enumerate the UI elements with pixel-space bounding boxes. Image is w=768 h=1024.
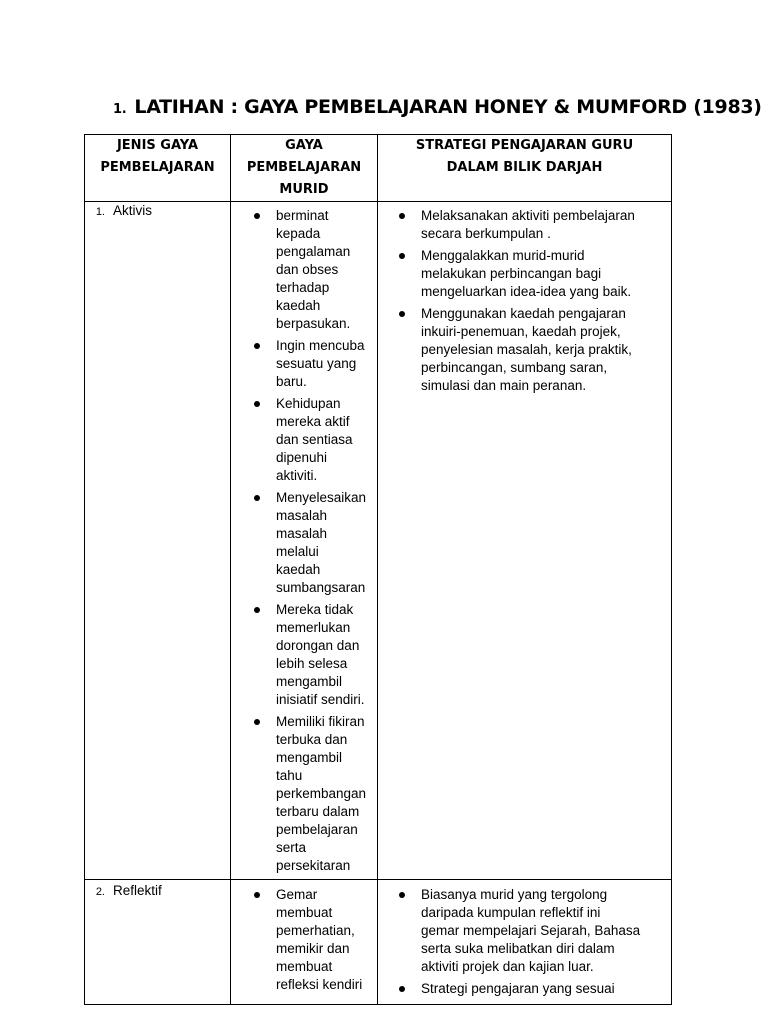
- text-line: dipenuhi: [276, 450, 328, 465]
- text-line: berminat: [276, 208, 329, 223]
- row-label-aktivis: [85, 203, 152, 218]
- text-line: refleksi kendiri: [276, 977, 363, 992]
- text-line: membuat: [276, 905, 333, 920]
- row-label-reflektif: [85, 883, 162, 898]
- text-line: Strategi pengajaran yang sesuai: [421, 981, 615, 996]
- table-header-divider: [84, 201, 672, 202]
- text-line: masalah: [276, 508, 328, 523]
- header-line: GAYA: [285, 138, 323, 153]
- text-line: membuat: [276, 959, 333, 974]
- text-line: berpasukan.: [276, 316, 351, 331]
- table-row-divider: [84, 879, 672, 880]
- text-line: dorongan dan: [276, 638, 360, 653]
- text-line: kaedah: [276, 298, 321, 313]
- text-line: inisiatif sendiri.: [276, 692, 365, 707]
- text-line: melalui: [276, 544, 319, 559]
- title-number: 1.: [113, 102, 127, 117]
- text-line: daripada kumpulan reflektif ini: [421, 905, 601, 920]
- text-line: perkembangan: [276, 786, 367, 801]
- text-line: Ingin mencuba: [276, 338, 365, 353]
- text-line: secara berkumpulan .: [421, 226, 551, 241]
- list-item: [252, 395, 380, 485]
- row-number: 1.: [95, 206, 105, 218]
- reflektif-strategi-list: [397, 886, 672, 1002]
- header-gaya-murid: [231, 135, 377, 201]
- title-text: LATIHAN : GAYA PEMBELAJARAN HONEY & MUMFORD (1983): [134, 96, 762, 118]
- text-line: memikir dan: [276, 941, 350, 956]
- text-line: dan obses: [276, 262, 339, 277]
- text-line: Gemar: [276, 887, 318, 902]
- text-line: memerlukan: [276, 620, 351, 635]
- text-line: inkuiri-penemuan, kaedah projek,: [421, 324, 621, 339]
- row-label-text: Aktivis: [113, 203, 153, 218]
- text-line: Biasanya murid yang tergolong: [421, 887, 608, 902]
- header-line: JENIS GAYA: [116, 138, 199, 153]
- text-line: lebih selesa: [276, 656, 348, 671]
- text-line: sesuatu yang: [276, 356, 357, 371]
- reflektif-murid-list: [252, 886, 380, 998]
- text-line: serta: [276, 840, 307, 855]
- text-line: mengambil: [276, 750, 343, 765]
- text-line: terhadap: [276, 280, 330, 295]
- text-line: Mereka tidak: [276, 602, 354, 617]
- header-strategi: [378, 135, 671, 179]
- text-line: mengeluarkan idea-idea yang baik.: [421, 284, 632, 299]
- list-item: [252, 601, 380, 709]
- text-line: Menyelesaikan: [276, 490, 367, 505]
- text-line: perbincangan, sumbang saran,: [421, 360, 608, 375]
- header-line: MURID: [279, 182, 329, 197]
- text-line: Menggalakkan murid-murid: [421, 248, 585, 263]
- list-item: [252, 886, 380, 994]
- header-line: PEMBELAJARAN: [246, 160, 362, 175]
- aktivis-murid-list: [252, 207, 380, 879]
- text-line: Kehidupan: [276, 396, 341, 411]
- list-item: [397, 207, 672, 243]
- text-line: gemar mempelajari Sejarah, Bahasa: [421, 923, 641, 938]
- text-line: sumbangsaran: [276, 580, 366, 595]
- text-line: dan sentiasa: [276, 432, 353, 447]
- list-item: [397, 247, 672, 301]
- header-line: STRATEGI PENGAJARAN GURU: [415, 138, 634, 153]
- list-item: [397, 980, 672, 998]
- header-jenis-gaya: [85, 135, 230, 179]
- table-col-divider-1: [230, 134, 231, 1005]
- list-item: [252, 337, 380, 391]
- header-line: DALAM BILIK DARJAH: [446, 160, 603, 175]
- text-line: pengalaman: [276, 244, 351, 259]
- text-line: baru.: [276, 374, 307, 389]
- list-item: [252, 713, 380, 875]
- list-item: [252, 207, 380, 333]
- list-item: [397, 305, 672, 395]
- header-line: PEMBELAJARAN: [100, 160, 215, 175]
- text-line: simulasi dan main peranan.: [421, 378, 587, 393]
- text-line: pembelajaran: [276, 822, 358, 837]
- text-line: mengambil: [276, 674, 343, 689]
- text-line: aktiviti.: [276, 468, 318, 483]
- list-item: [252, 489, 380, 597]
- text-line: Menggunakan kaedah pengajaran: [421, 306, 626, 321]
- text-line: Memiliki fikiran: [276, 714, 365, 729]
- page-title: [113, 96, 762, 118]
- table-border-bottom: [84, 1004, 672, 1005]
- table-border-left: [84, 134, 85, 1005]
- text-line: pemerhatian,: [276, 923, 355, 938]
- text-line: kaedah: [276, 562, 321, 577]
- text-line: kepada: [276, 226, 321, 241]
- text-line: serta suka melibatkan diri dalam: [421, 941, 615, 956]
- text-line: penyelesian masalah, kerja praktik,: [421, 342, 632, 357]
- row-number: 2.: [95, 886, 105, 898]
- text-line: mereka aktif: [276, 414, 350, 429]
- text-line: aktiviti projek dan kajian luar.: [421, 959, 594, 974]
- text-line: terbuka dan: [276, 732, 348, 747]
- text-line: melakukan perbincangan bagi: [421, 266, 602, 281]
- text-line: tahu: [276, 768, 303, 783]
- row-label-text: Reflektif: [113, 883, 162, 898]
- text-line: persekitaran: [276, 858, 351, 873]
- text-line: terbaru dalam: [276, 804, 360, 819]
- text-line: masalah: [276, 526, 328, 541]
- text-line: Melaksanakan aktiviti pembelajaran: [421, 208, 635, 223]
- list-item: [397, 886, 672, 976]
- aktivis-strategi-list: [397, 207, 672, 399]
